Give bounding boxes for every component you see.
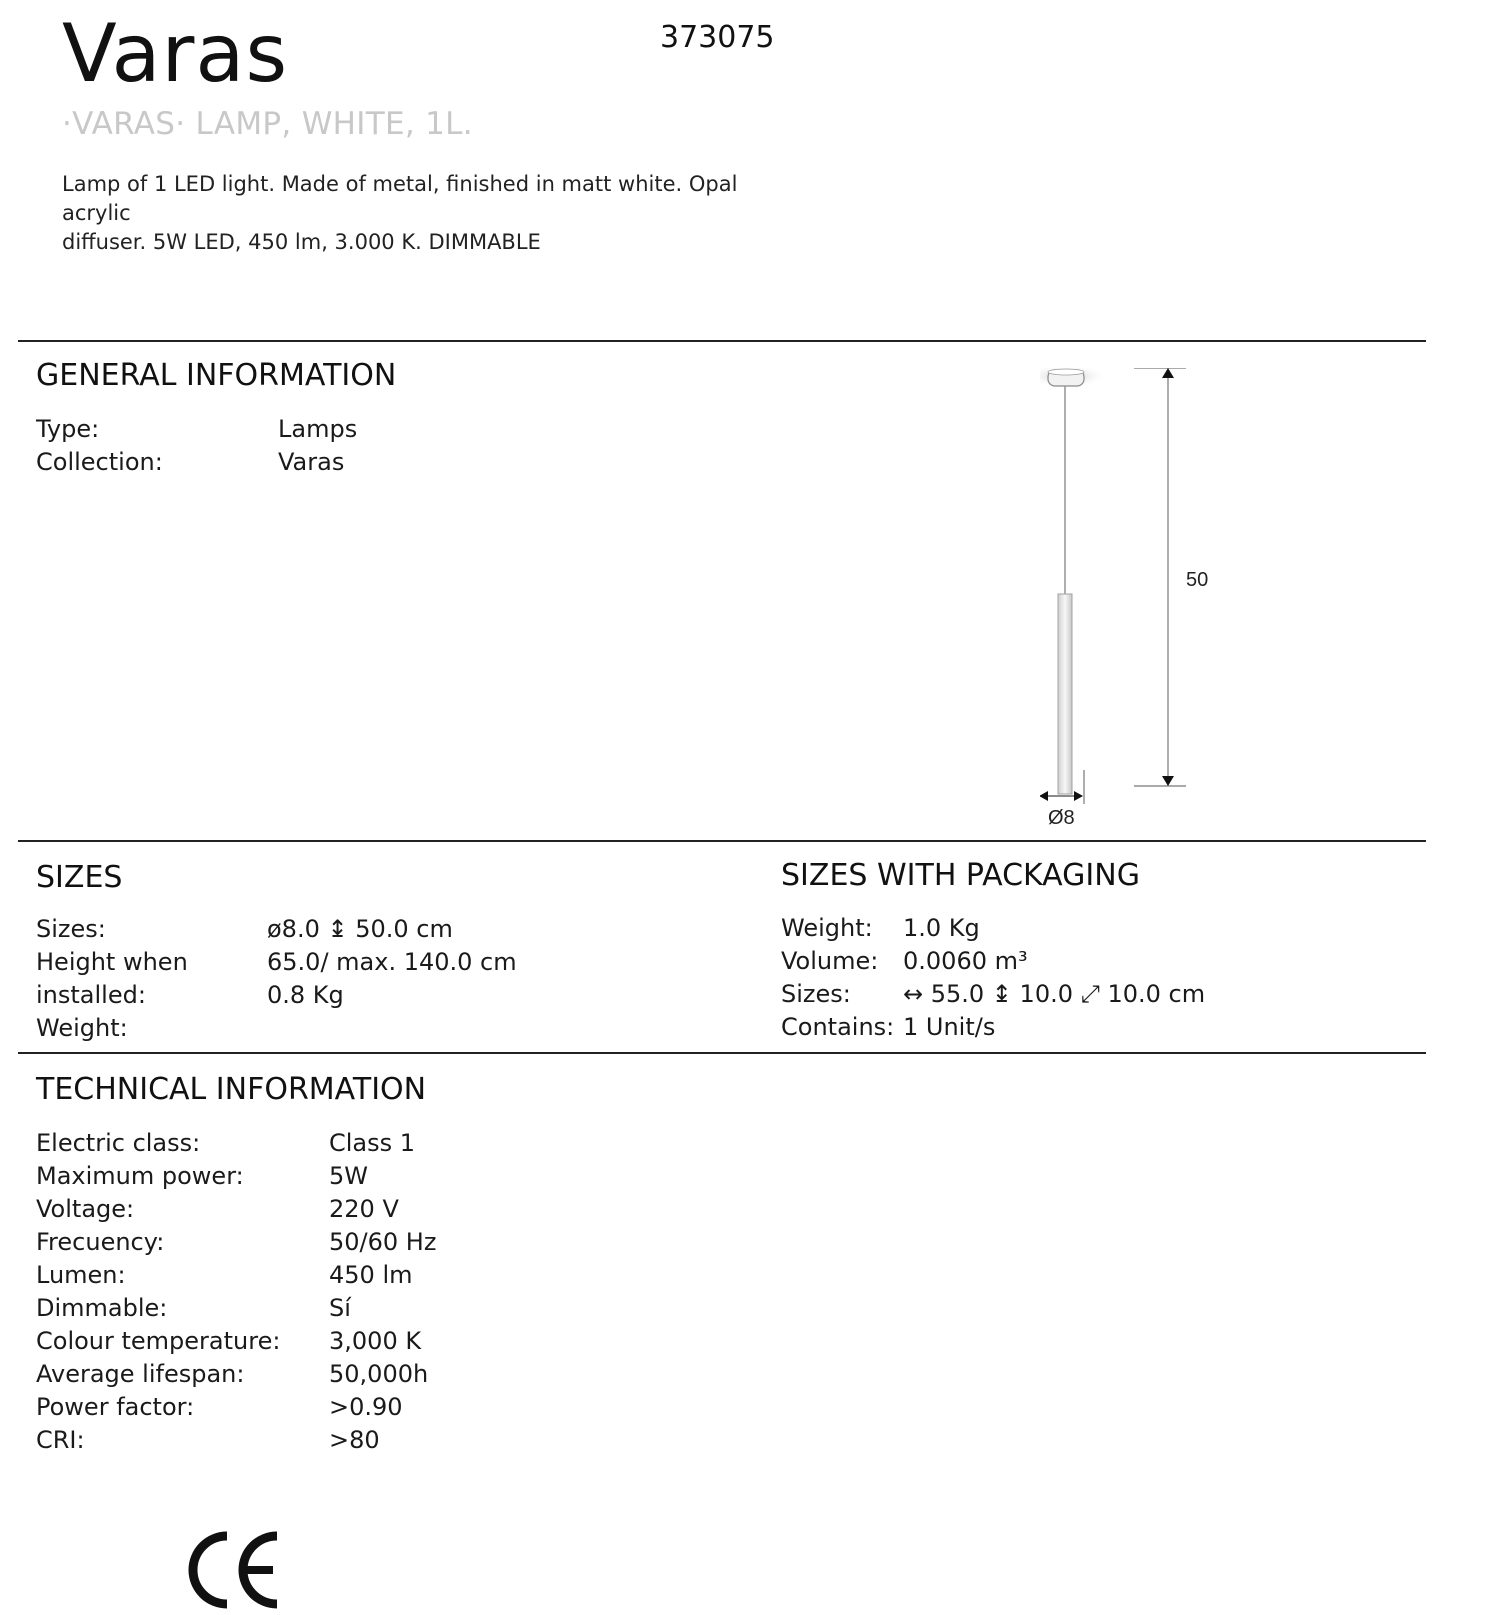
packaging-label: Contains: bbox=[781, 1013, 895, 1041]
product-code: 373075 bbox=[660, 20, 775, 55]
sizes-label: Weight: bbox=[36, 1014, 128, 1042]
technical-label: Maximum power: bbox=[36, 1162, 244, 1190]
divider bbox=[18, 340, 1426, 342]
technical-row bbox=[36, 1160, 436, 1193]
packaging-row bbox=[781, 945, 1205, 978]
description-line-2: diffuser. 5W LED, 450 lm, 3.000 K. DIMMABLE bbox=[62, 230, 541, 254]
packaging-value: 0.0060 m³ bbox=[903, 947, 1028, 975]
technical-row bbox=[36, 1127, 436, 1160]
general-row-collection bbox=[36, 446, 357, 479]
description-line-1: Lamp of 1 LED light. Made of metal, finished in matt white. Opal acrylic bbox=[62, 172, 738, 225]
packaging-row bbox=[781, 1011, 1205, 1044]
technical-value: 5W bbox=[329, 1162, 368, 1190]
sizes-label: installed: bbox=[36, 981, 146, 1009]
technical-value: 50/60 Hz bbox=[329, 1228, 437, 1256]
height-dimension-label: 50 bbox=[1186, 569, 1209, 591]
technical-label: Colour temperature: bbox=[36, 1327, 281, 1355]
packaging-row bbox=[781, 912, 1205, 945]
technical-row bbox=[36, 1424, 436, 1457]
technical-value: 3,000 K bbox=[329, 1327, 422, 1355]
packaging-row bbox=[781, 978, 1205, 1011]
technical-value: >80 bbox=[329, 1426, 380, 1454]
packaging-value: 1.0 Kg bbox=[903, 914, 980, 942]
arrow-left-icon bbox=[1040, 791, 1048, 801]
technical-info-table bbox=[36, 1127, 436, 1457]
packaging-title: SIZES WITH PACKAGING bbox=[781, 858, 1140, 893]
technical-label: Voltage: bbox=[36, 1195, 135, 1223]
technical-label: Power factor: bbox=[36, 1393, 195, 1421]
general-row-type bbox=[36, 413, 357, 446]
diameter-dimension-label: Ø8 bbox=[1048, 807, 1075, 829]
technical-value: Sí bbox=[329, 1294, 351, 1322]
technical-row bbox=[36, 1193, 436, 1226]
technical-value: 220 V bbox=[329, 1195, 399, 1223]
lamp-dimension-drawing bbox=[1040, 368, 1280, 868]
sizes-values bbox=[267, 913, 517, 1012]
arrow-right-icon bbox=[1074, 791, 1083, 801]
general-value: Varas bbox=[278, 448, 345, 476]
technical-row bbox=[36, 1391, 436, 1424]
divider bbox=[18, 840, 1426, 842]
ce-mark-icon bbox=[185, 1530, 285, 1610]
sizes-value: 65.0/ max. 140.0 cm bbox=[267, 948, 517, 976]
general-value: Lamps bbox=[278, 415, 358, 443]
technical-label: Lumen: bbox=[36, 1261, 126, 1289]
technical-label: Dimmable: bbox=[36, 1294, 168, 1322]
packaging-table bbox=[781, 912, 1205, 1044]
technical-row bbox=[36, 1259, 436, 1292]
divider bbox=[18, 1052, 1426, 1054]
sizes-label: Height when bbox=[36, 948, 188, 976]
sizes-value: ø8.0 ↨ 50.0 cm bbox=[267, 915, 453, 943]
technical-row bbox=[36, 1358, 436, 1391]
technical-value: Class 1 bbox=[329, 1129, 416, 1157]
sizes-value: 0.8 Kg bbox=[267, 981, 344, 1009]
technical-label: Average lifespan: bbox=[36, 1360, 245, 1388]
packaging-value: ↔ 55.0 ↨ 10.0 ⤢ 10.0 cm bbox=[903, 980, 1206, 1008]
lamp-tube bbox=[1058, 594, 1072, 794]
general-label: Type: bbox=[36, 415, 100, 443]
general-label: Collection: bbox=[36, 448, 163, 476]
arrow-down-icon bbox=[1162, 776, 1174, 786]
product-description bbox=[62, 170, 802, 257]
packaging-label: Weight: bbox=[781, 914, 873, 942]
technical-label: Frecuency: bbox=[36, 1228, 165, 1256]
technical-row bbox=[36, 1292, 436, 1325]
technical-info-title: TECHNICAL INFORMATION bbox=[36, 1072, 427, 1107]
product-title: Varas bbox=[62, 7, 289, 100]
sizes-title: SIZES bbox=[36, 860, 123, 895]
technical-value: 50,000h bbox=[329, 1360, 429, 1388]
technical-value: >0.90 bbox=[329, 1393, 403, 1421]
technical-row bbox=[36, 1226, 436, 1259]
technical-value: 450 lm bbox=[329, 1261, 413, 1289]
packaging-label: Sizes: bbox=[781, 980, 851, 1008]
arrow-up-icon bbox=[1162, 368, 1174, 378]
general-info-title: GENERAL INFORMATION bbox=[36, 358, 397, 393]
technical-row bbox=[36, 1325, 436, 1358]
packaging-label: Volume: bbox=[781, 947, 879, 975]
technical-label: Electric class: bbox=[36, 1129, 201, 1157]
sizes-label: Sizes: bbox=[36, 915, 106, 943]
packaging-value: 1 Unit/s bbox=[903, 1013, 996, 1041]
technical-label: CRI: bbox=[36, 1426, 85, 1454]
product-subtitle: ·VARAS· LAMP, WHITE, 1L. bbox=[62, 106, 473, 142]
general-info-table bbox=[36, 413, 357, 479]
sizes-labels bbox=[36, 913, 188, 1045]
